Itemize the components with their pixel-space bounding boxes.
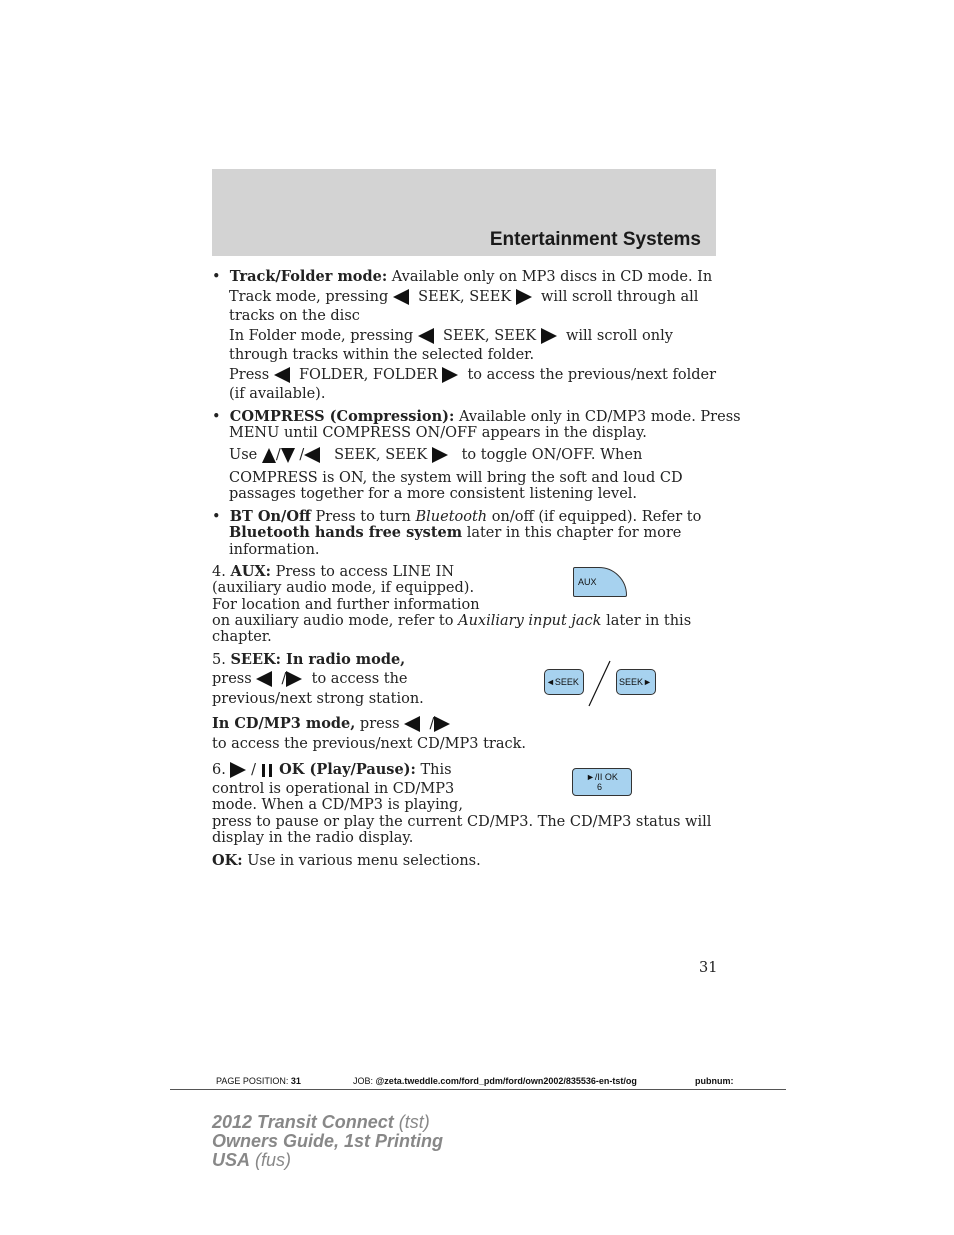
text: Use: [229, 447, 258, 463]
folder-right-icon: [442, 367, 458, 383]
up-arrow-icon: [262, 448, 276, 463]
compress-label: COMPRESS (Compression):: [229, 408, 455, 425]
text: to access the previous/next folder: [467, 367, 717, 383]
text: press: [359, 716, 400, 732]
seek-left-icon: [393, 289, 409, 305]
ok-button-label: ►/II OK: [586, 772, 618, 782]
ok-line4: press to pause or play the current CD/MP3. The CD/MP3 status will: [212, 814, 712, 830]
seek-left-icon: [404, 716, 420, 732]
text: This: [420, 762, 452, 778]
seek-right-button: [616, 669, 656, 695]
text: to access the: [311, 671, 408, 687]
seek-right-icon: [434, 716, 450, 732]
text: on/off (if equipped). Refer to: [491, 509, 702, 525]
text: Press to access LINE IN: [275, 564, 455, 580]
section-title: Entertainment Systems: [489, 229, 701, 250]
folder-left-icon: [274, 367, 290, 383]
ok-line6: [212, 853, 481, 869]
text: In CD/MP3 mode,: [212, 715, 356, 732]
compress-line5: passages together for a more consistent listening level.: [229, 486, 638, 502]
track-folder-label: Track/Folder mode:: [229, 268, 388, 285]
ok-button-number: 6: [597, 782, 603, 792]
text: to toggle ON/OFF. When: [461, 447, 643, 463]
text: /: [275, 447, 281, 463]
text: press: [212, 671, 252, 687]
compress-line3: [229, 447, 642, 463]
seek-label: SEEK: In radio mode,: [230, 651, 406, 668]
text: pubnum:: [695, 1076, 734, 1086]
track-folder-line4: [229, 328, 673, 344]
seek-left-button-label: ◄SEEK: [546, 677, 579, 687]
text: (fus): [255, 1150, 292, 1170]
track-folder-line7: (if available).: [229, 386, 326, 402]
text: 2012 Transit Connect: [212, 1112, 394, 1132]
text: Press: [229, 367, 270, 383]
divider-slash: [587, 660, 613, 708]
seek-right-icon: [516, 289, 532, 305]
bullet-compress: • COMPRESS (Compression): Available only in CD/MP3 mode. Press: [212, 408, 741, 425]
text: later in this: [606, 613, 692, 629]
text: will scroll through all: [541, 289, 699, 305]
ok-line5: display in the radio display.: [212, 830, 414, 846]
text: SEEK, SEEK: [443, 328, 537, 344]
text: USA: [212, 1150, 251, 1170]
text: 4.: [212, 564, 226, 580]
doc-info-line1: [212, 1113, 430, 1132]
ok-line1: [212, 762, 452, 778]
text: 5.: [212, 652, 226, 668]
bullet-track-folder: • Track/Folder mode: Available only on MP3 discs in CD mode. In: [212, 268, 713, 285]
text: Use in various menu selections.: [247, 853, 481, 869]
seek-line4: [212, 716, 450, 732]
seek-line2: [212, 671, 408, 687]
text: In Folder mode, pressing: [229, 328, 414, 344]
text: /: [281, 671, 287, 687]
bt-line2: [229, 525, 681, 541]
ok-line2: control is operational in CD/MP3: [212, 781, 455, 797]
seek-line5: to access the previous/next CD/MP3 track.: [212, 736, 526, 752]
track-folder-line3: tracks on the disc: [229, 308, 360, 324]
aux-line1: [212, 564, 454, 580]
seek-right-icon: [432, 447, 448, 463]
text: Auxiliary input jack: [458, 613, 602, 629]
text: will scroll only: [565, 328, 673, 344]
text: OK:: [212, 852, 243, 869]
text: SEEK, SEEK: [334, 447, 428, 463]
track-folder-line6: [229, 367, 716, 383]
seek-left-button: [544, 669, 584, 695]
text: Bluetooth: [415, 509, 488, 525]
footer-job: [353, 1076, 637, 1086]
text: /: [299, 447, 305, 463]
play-icon: [230, 762, 246, 778]
seek-right-icon: [541, 328, 557, 344]
doc-info-line2: [212, 1132, 443, 1151]
text: @zeta.tweddle.com/ford_pdm/ford/own2002/835536-en-tst/og: [375, 1076, 637, 1086]
footer-page-position: [216, 1076, 301, 1086]
bt-link-text: Bluetooth hands free system: [229, 524, 463, 541]
pause-icon: [262, 764, 265, 777]
aux-line5: chapter.: [212, 629, 272, 645]
down-arrow-icon: [281, 448, 295, 463]
text: /: [429, 716, 435, 732]
footer-rule: [170, 1089, 786, 1090]
track-folder-line5: through tracks within the selected folder.: [229, 347, 535, 363]
text: PAGE POSITION:: [216, 1076, 289, 1086]
text: SEEK, SEEK: [418, 289, 512, 305]
bt-label: BT On/Off: [229, 508, 311, 525]
aux-label: AUX:: [230, 563, 271, 580]
text: Press to turn: [315, 509, 411, 525]
seek-left-icon: [256, 671, 272, 687]
text: FOLDER, FOLDER: [298, 367, 438, 383]
bullet-bt: • BT On/Off Press to turn Bluetooth on/off (if equipped). Refer to: [212, 508, 702, 525]
ok-label: OK (Play/Pause):: [279, 761, 416, 778]
text: (tst): [398, 1112, 430, 1132]
aux-line4: [212, 613, 691, 629]
doc-info-line3: [212, 1151, 291, 1170]
track-folder-line2: [229, 289, 698, 305]
text: 6.: [212, 762, 226, 778]
text: 31: [290, 1076, 301, 1086]
pause-icon: [269, 764, 272, 777]
text: /: [251, 762, 256, 778]
aux-button-label: AUX: [578, 577, 597, 587]
text: later in this chapter for more: [466, 525, 682, 541]
seek-right-icon: [286, 671, 302, 687]
compress-line1: Available only in CD/MP3 mode. Press: [458, 409, 741, 425]
seek-left-icon: [304, 447, 320, 463]
seek-left-icon: [418, 328, 434, 344]
aux-button: [573, 567, 627, 597]
page-number: 31: [699, 960, 718, 976]
header-band: [212, 169, 716, 256]
compress-line2: MENU until COMPRESS ON/OFF appears in the display.: [229, 425, 647, 441]
bt-line3: information.: [229, 542, 320, 558]
text: JOB:: [353, 1076, 374, 1086]
seek-right-button-label: SEEK►: [619, 677, 652, 687]
seek-line3: previous/next strong station.: [212, 691, 424, 707]
ok-line3: mode. When a CD/MP3 is playing,: [212, 797, 463, 813]
aux-line2: (auxiliary audio mode, if equipped).: [212, 580, 475, 596]
compress-line4: COMPRESS is ON, the system will bring the soft and loud CD: [229, 470, 683, 486]
text: on auxiliary audio mode, refer to: [212, 613, 454, 629]
text: Owners Guide, 1st Printing: [212, 1131, 444, 1151]
ok-button: [572, 768, 632, 796]
track-folder-line1: Available only on MP3 discs in CD mode. In: [391, 269, 713, 285]
seek-line1: [212, 652, 405, 668]
footer-pubnum: [695, 1076, 734, 1086]
aux-line3: For location and further information: [212, 597, 480, 613]
text: Track mode, pressing: [229, 289, 389, 305]
